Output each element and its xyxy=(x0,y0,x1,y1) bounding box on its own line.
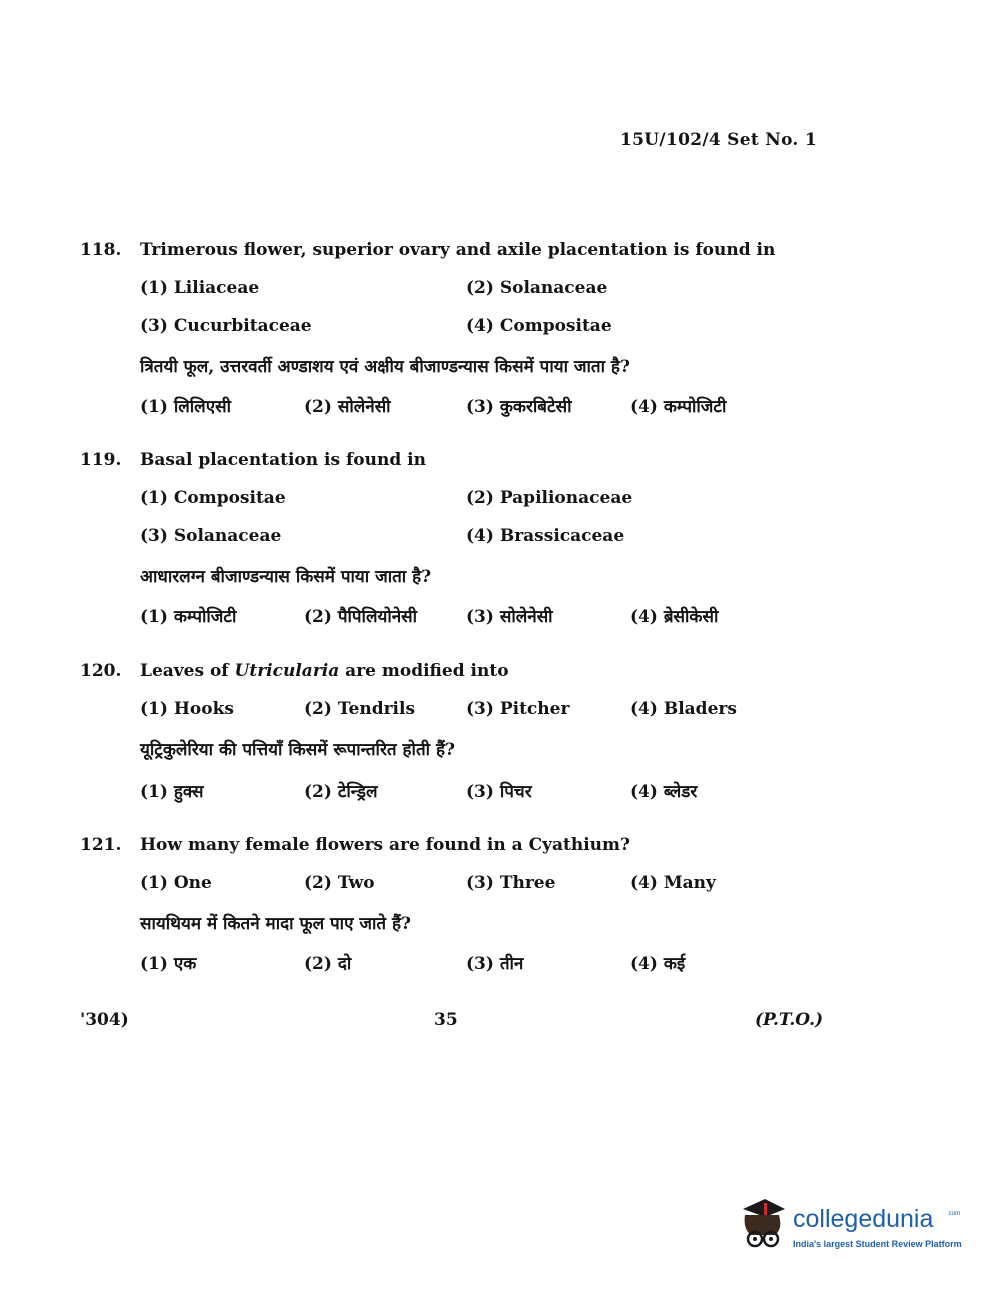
question-number: 121. xyxy=(80,835,122,855)
options-row xyxy=(80,526,760,552)
collegedunia-logo xyxy=(735,1195,965,1261)
option-3-hindi: (3) कुकरबिटेसी xyxy=(466,397,572,417)
option-3-hindi: (3) तीन xyxy=(466,954,524,974)
option-1-hindi: (1) लिलिएसी xyxy=(140,397,231,417)
option-1: (1) Liliaceae xyxy=(140,278,260,298)
options-row-hindi xyxy=(80,951,760,977)
options-row xyxy=(80,873,760,899)
please-turn-over: (P.T.O.) xyxy=(755,1010,824,1030)
option-4: (4) Many xyxy=(630,873,716,893)
option-2-hindi: (2) टेन्ड्रिल xyxy=(304,782,378,802)
options-row-hindi xyxy=(80,604,760,630)
question-text: Trimerous flower, superior ovary and axile placentation is found in xyxy=(140,240,776,260)
options-row-hindi xyxy=(80,779,760,805)
option-1: (1) Compositae xyxy=(140,488,286,508)
question-text-hindi: यूट्रिकुलेरिया की पत्तियाँ किसमें रूपान्तरित होती हैं? xyxy=(140,740,455,760)
option-3: (3) Cucurbitaceae xyxy=(140,316,312,336)
question-119 xyxy=(80,450,760,630)
page-number: 35 xyxy=(434,1010,458,1030)
option-3-hindi: (3) पिचर xyxy=(466,782,532,802)
option-4: (4) Brassicaceae xyxy=(466,526,625,546)
options-row-hindi xyxy=(80,394,760,420)
question-121 xyxy=(80,835,760,977)
question-text: Leaves of Utricularia are modified into xyxy=(140,661,509,681)
option-1-hindi: (1) हुक्स xyxy=(140,782,204,802)
question-number: 118. xyxy=(80,240,122,260)
options-row xyxy=(80,488,760,514)
option-3: (3) Solanaceae xyxy=(140,526,282,546)
option-1-hindi: (1) एक xyxy=(140,954,197,974)
option-2-hindi: (2) दो xyxy=(304,954,352,974)
option-3-hindi: (3) सोलेनेसी xyxy=(466,607,553,627)
option-1: (1) Hooks xyxy=(140,699,234,719)
footer-code: '304) xyxy=(80,1010,129,1030)
options-row xyxy=(80,699,760,725)
logo-wordmark: collegedunia xyxy=(793,1205,934,1233)
question-text: Basal placentation is found in xyxy=(140,450,426,470)
option-2: (2) Tendrils xyxy=(304,699,416,719)
question-text-hindi: त्रितयी फूल, उत्तरवर्ती अण्डाशय एवं अक्षीय बीजाण्डन्यास किसमें पाया जाता है? xyxy=(140,357,630,377)
option-2-hindi: (2) सोलेनेसी xyxy=(304,397,391,417)
option-4-hindi: (4) कई xyxy=(630,954,686,974)
question-text: How many female flowers are found in a Cyathium? xyxy=(140,835,630,855)
question-text-hindi: सायथियम में कितने मादा फूल पाए जाते हैं? xyxy=(140,914,412,934)
option-2-hindi: (2) पैपिलियोनेसी xyxy=(304,607,418,627)
question-120 xyxy=(80,661,760,805)
option-2: (2) Solanaceae xyxy=(466,278,608,298)
logo-com: .com xyxy=(947,1211,961,1217)
option-3: (3) Three xyxy=(466,873,556,893)
option-4: (4) Compositae xyxy=(466,316,612,336)
option-3: (3) Pitcher xyxy=(466,699,570,719)
question-118 xyxy=(80,240,776,420)
question-number: 120. xyxy=(80,661,122,681)
option-4-hindi: (4) ब्रेसीकेसी xyxy=(630,607,719,627)
option-1: (1) One xyxy=(140,873,212,893)
option-2: (2) Two xyxy=(304,873,375,893)
option-4: (4) Bladers xyxy=(630,699,737,719)
logo-tagline: India's largest Student Review Platform xyxy=(793,1239,962,1249)
paper-code: 15U/102/4 Set No. 1 xyxy=(620,130,817,150)
question-number: 119. xyxy=(80,450,122,470)
option-1-hindi: (1) कम्पोजिटी xyxy=(140,607,237,627)
option-4-hindi: (4) कम्पोजिटी xyxy=(630,397,727,417)
species-name: Utricularia xyxy=(234,661,340,681)
option-4-hindi: (4) ब्लेडर xyxy=(630,782,698,802)
option-2: (2) Papilionaceae xyxy=(466,488,633,508)
mascot-icon xyxy=(735,1195,791,1257)
options-row xyxy=(80,316,760,342)
options-row xyxy=(80,278,760,304)
question-text-hindi: आधारलग्न बीजाण्डन्यास किसमें पाया जाता है? xyxy=(140,567,432,587)
